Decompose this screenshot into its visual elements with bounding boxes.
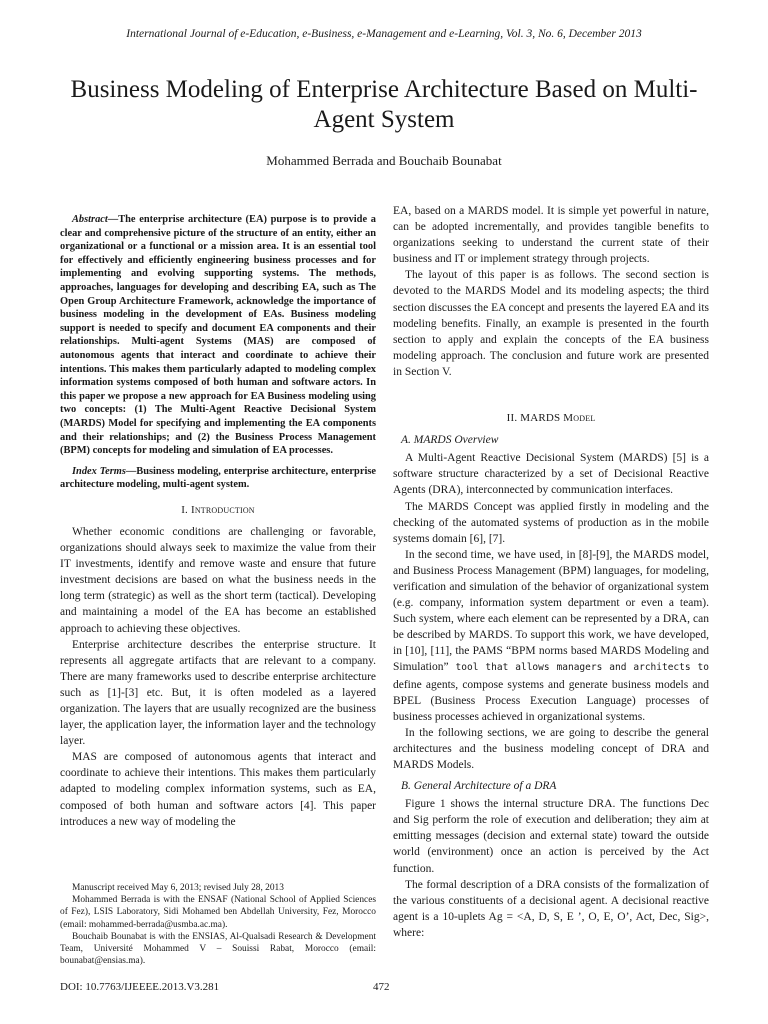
footnote-author-2: Bouchaib Bounabat is with the ENSIAS, Al-Qualsadi Research & Development Team, Université Mohammed V – Souissi Rabat, Morocco (email: bounabat@ensias.ma). — [60, 931, 376, 967]
section-heading-mards-model: II. MARDS Model — [506, 412, 596, 425]
footnotes — [60, 882, 376, 967]
right-paragraph-1: EA, based on a MARDS model. It is simple yet powerful in nature, can be adopted incrementally, and provides tangible benefits to organizations seeking to understand the current state of their business and IT or implement strategy through projects. — [393, 205, 709, 266]
paper-title: Business Modeling of Enterprise Architecture Based on Multi-Agent System — [70, 76, 698, 133]
right-paragraph-8: The formal description of a DRA consists of the formalization of the various constituents of a decisional agent. A decisional reactive agent is a 10-uplets Ag = <A, D, S, E ’, O, E, O’, Act, Dec, Sig>, where: — [393, 878, 709, 939]
page-number: 472 — [373, 981, 390, 993]
footnote-received: Manuscript received May 6, 2013; revised July 28, 2013 — [72, 883, 284, 893]
index-terms-label: Index Terms — [72, 465, 126, 477]
right-column — [393, 203, 709, 941]
left-column — [60, 213, 376, 830]
right-paragraph-5-mono: tool that allows managers and architects to — [448, 662, 709, 674]
right-paragraph-5-end: define agents, compose systems and generate business models and BPEL (Business Process Execution Language) processes of business processes achieved in organizational systems. — [393, 678, 709, 723]
right-paragraph-2: The layout of this paper is as follows. The second section is devoted to the MARDS Model and its modeling aspects; the third section discusses the EA concept and presents the layered EA and its modeling benefits. Finally, an example is presented in the fourth section to apply and explain the concepts of the EA business modeling approach. The conclusion and future work are presented in Section V. — [393, 269, 709, 378]
intro-paragraph-3: MAS are composed of autonomous agents that interact and coordinate to achieve their intentions. This makes them particularly adapted to modeling complex information systems, such as EA, composed of both human and software actors [4]. This paper introduces a new way of modeling the — [60, 751, 376, 828]
subsection-heading-mards-overview: A. MARDS Overview — [401, 434, 499, 447]
journal-header: International Journal of e-Education, e-Business, e-Management and e-Learning, Vol. 3, No. 6, December 2013 — [126, 28, 642, 40]
index-terms-text: —Business modeling, enterprise architecture, enterprise architecture modeling, multi-agent system. — [60, 465, 376, 491]
intro-paragraph-1: Whether economic conditions are challenging or favorable, organizations should always seek to maximize the value from their IT investments, identify and remove waste and ensure that future investment decisions are based on what the business needs in the long term (strategic) as well as the short term (tactical). Developing and maintaining a model of the EA has become an established approach to achieving these objectives. — [60, 525, 376, 635]
abstract — [60, 213, 376, 458]
right-paragraph-7: Figure 1 shows the internal structure DRA. The functions Dec and Sig perform the role of execution and deliberation; they aim at emitting messages (decision and external state) toward the outside world (environment) once an action is perceived by the Act function. — [393, 798, 709, 875]
paper-authors: Mohammed Berrada and Bouchaib Bounabat — [266, 153, 502, 168]
intro-paragraph-2: Enterprise architecture describes the enterprise structure. It represents all aggregate artifacts that are relevant to a company. There are many frameworks used to describe enterprise architecture such as [1]-[3] etc. But, it is often modeled as a layered organization. The layers that are usually recognized are the business layer, the application layer, the information layer and the technology layer. — [60, 638, 376, 748]
subsection-heading-dra-architecture: B. General Architecture of a DRA — [401, 780, 557, 793]
abstract-text: —The enterprise architecture (EA) purpose is to provide a clear and comprehensive picture of the structure of an entity, either an organizational or a functional or a mission area. It is an essential tool for effectively and efficiently engineering business processes and for implementing and evolving supporting systems. The methods, approaches, languages for developing and describing EA, such as The Open Group Architecture Framework, acknowledge the importance of business modeling in the development of EAs. Business modeling support is needed to specify and document EA components and their relationships. Multi-agent Systems (MAS) are composed of autonomous agents that interact and coordinate to achieve their intentions. This makes them particularly adapted to modeling complex information systems composed of both human and software actors. In this paper we propose a new approach for EA Business modeling using two concepts: (1) The Multi-Agent Reactive Decisional System (MARDS) Model for specifying and implementing the EA components and their relationships; and (2) the Business Process Management (BPM) concepts for modeling and simulation of EA processes. — [60, 214, 376, 457]
right-paragraph-5-start: In the second time, we have used, in [8]-[9], the MARDS model, and Business Process Management (BPM) languages, for modeling, verification and simulation of the behavior of organizational system (e.g. company, information system department or even a team). Such system, where each element can be represented by a DRA, can be described by MARDS. To support this work, we have developed, in [10], [11], the PAMS “BPM norms based MARDS Modeling and Simulation” — [393, 548, 709, 674]
footnote-author-1: Mohammed Berrada is with the ENSAF (National School of Applied Sciences of Fez), LSIS Laboratory, Sidi Mohamed ben Abdellah University, Fez, Morocco (email: mohammed-berrada@usmba.ac.ma). — [60, 895, 376, 930]
abstract-label: Abstract — [72, 214, 108, 225]
right-paragraph-4: The MARDS Concept was applied firstly in modeling and the checking of the automated systems of production as in the mobile systems domain [6], [7]. — [393, 500, 709, 545]
index-terms — [60, 465, 376, 492]
right-paragraph-3: A Multi-Agent Reactive Decisional System (MARDS) [5] is a software structure characterized by a set of Decisional Reactive Agents (DRA), interconnected by communication interfaces. — [393, 452, 709, 497]
right-paragraph-6: In the following sections, we are going to describe the general architectures and the business modeling concept of DRA and MARDS Models. — [393, 726, 709, 771]
right-paragraph-5 — [393, 547, 709, 725]
doi: DOI: 10.7763/IJEEEE.2013.V3.281 — [60, 981, 220, 993]
section-heading-introduction: I. Introduction — [181, 503, 255, 516]
